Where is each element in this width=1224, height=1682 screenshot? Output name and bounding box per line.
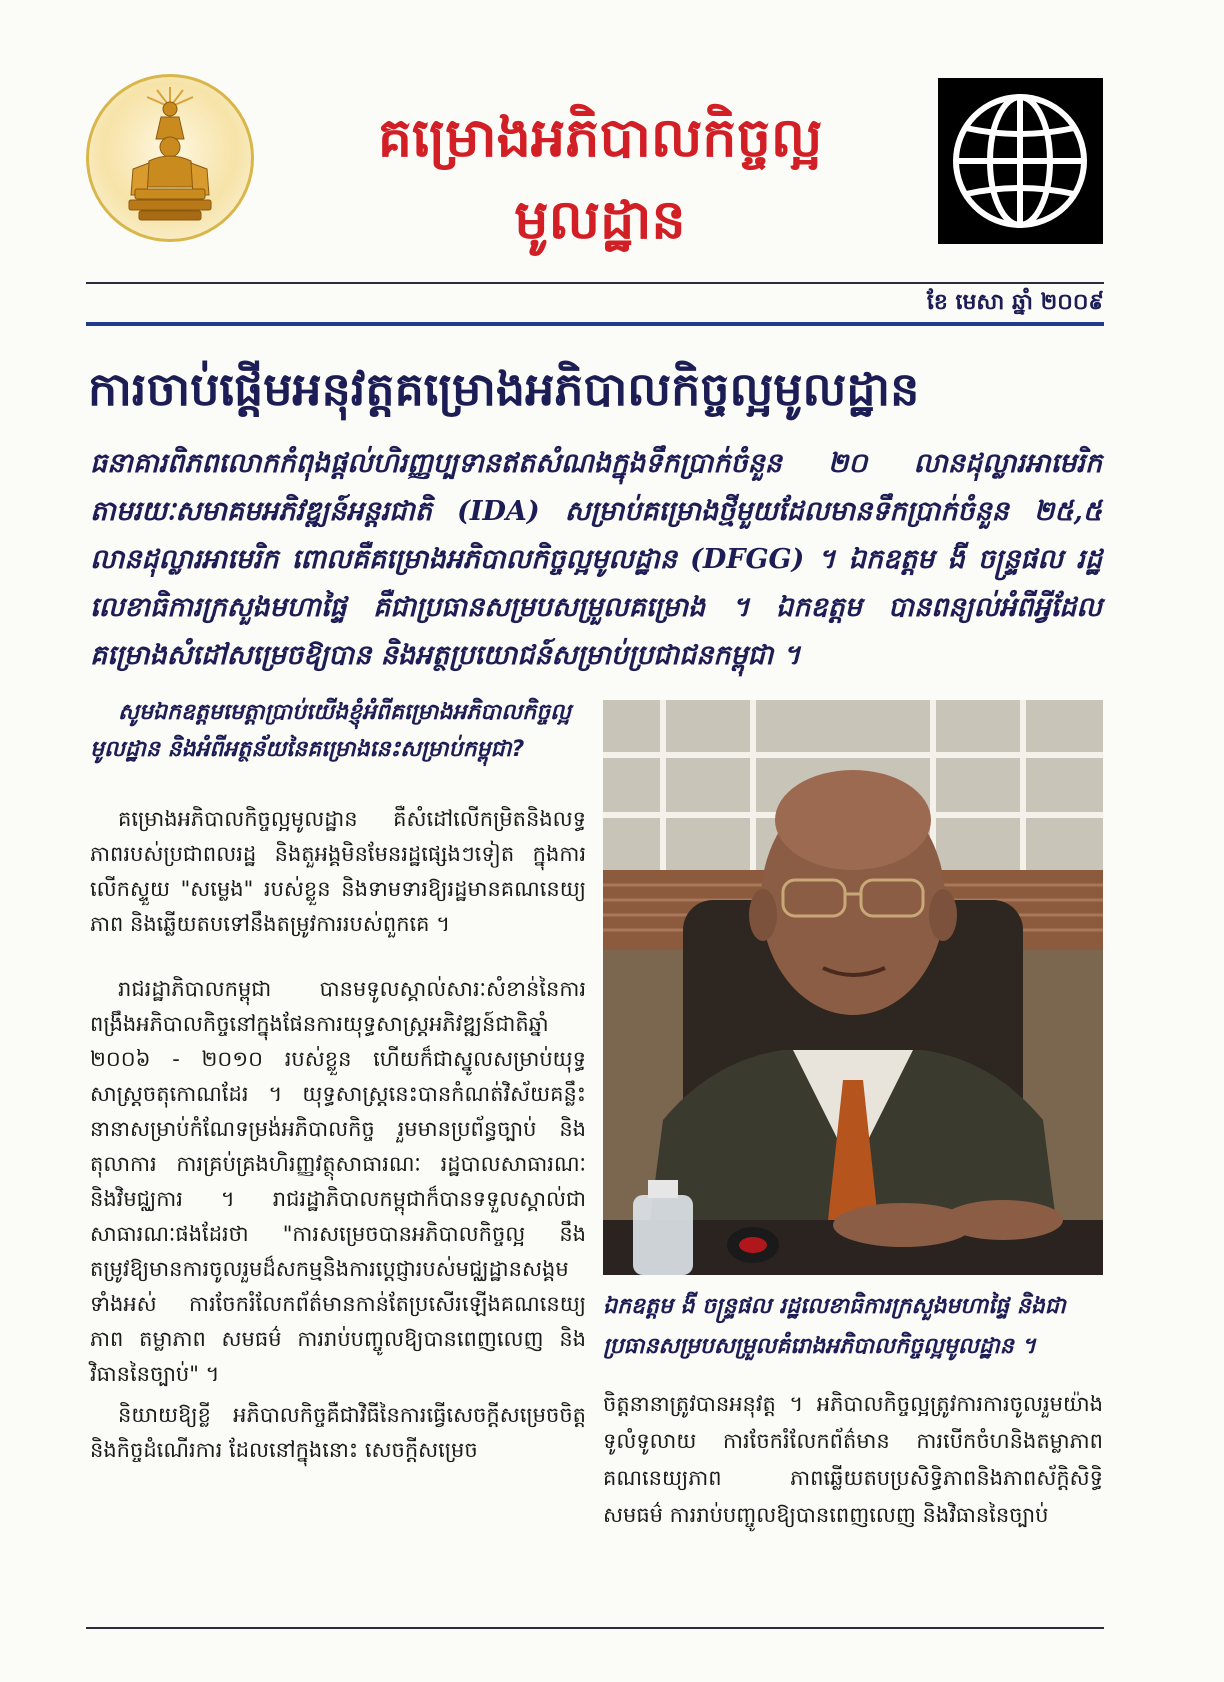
answer-paragraph-3: និយាយឱ្យខ្លី អភិបាលកិច្ចគឺជាវិធីនៃការធ្វើសេចក្តីសម្រេចចិត្ត និងកិច្ចដំណើរការ ដែលនៅក្នុងនោះ សេចក្តីសម្រេច — [90, 1403, 586, 1462]
issue-date: ខែ មេសា ឆ្នាំ ២០០៩ — [926, 290, 1104, 315]
lead-paragraph: ធនាគារពិភពលោកកំពុងផ្តល់ហិរញ្ញប្បទានឥតសំណងក្នុងទឹកប្រាក់ចំនួន ២០ លានដុល្លារអាមេរិក តាមរយៈសមាគមអភិវឌ្ឍន៍អន្តរជាតិ (IDA) សម្រាប់គម្រោងថ្មីមួយដែលមានទឹកប្រាក់ចំនួន ២៥,៥ លានដុល្លារអាមេរិក ពោលគឺគម្រោងអភិបាលកិច្ចល្អមូលដ្ឋាន (DFGG) ។ ឯកឧត្តម ងី ចន្ទ្រផល រដ្ឋលេខាធិការក្រសួងមហាផ្ទៃ គឺជាប្រធានសម្របសម្រួលគម្រោង ។ ឯកឧត្តម បានពន្យល់អំពីអ្វីដែលគម្រោងសំដៅសម្រេចឱ្យបាន និងអត្ថប្រយោជន៍សម្រាប់ប្រជាជនកម្ពុជា ។ — [90, 448, 1102, 671]
royal-government-emblem-icon — [86, 74, 254, 242]
photo-caption: ឯកឧត្តម ងី ចន្ទ្រផល រដ្ឋលេខាធិការក្រសួងមហាផ្ទៃ និងជាប្រធានសម្របសម្រួលគំរោងអភិបាលកិច្ចល្អមូលដ្ឋាន ។ — [603, 1293, 1066, 1359]
footer-rule — [86, 1627, 1104, 1629]
answer-paragraph-2: រាជរដ្ឋាភិបាលកម្ពុជា បានមទូលស្គាល់សារៈសំខាន់នៃការពង្រឹងអភិបាលកិច្ចនៅក្នុងផែនការយុទ្ធសាស្ត្រអភិវឌ្ឍន៍ជាតិឆ្នាំ ២០០៦ - ២០១០ របស់ខ្លួន ហើយក៏ជាស្នូលសម្រាប់យុទ្ធសាស្ត្រចតុកោណដែរ ។ យុទ្ធសាស្ត្រនេះបានកំណត់វិស័យគន្លឹះនានាសម្រាប់កំណែទម្រង់អភិបាលកិច្ច រួមមានប្រព័ន្ធច្បាប់ និងតុលាការ ការគ្រប់គ្រងហិរញ្ញវត្ថុសាធារណៈ រដ្ឋបាលសាធារណៈ និងវិមជ្ឈការ ។ រាជរដ្ឋាភិបាលកម្ពុជាក៏បានទទួលស្គាល់ជាសាធារណៈផងដែរថា "ការសម្រេចបានអភិបាលកិច្ចល្អ នឹងតម្រូវឱ្យមានការចូលរួមដ៏សកម្មនិងការប្តេជ្ញារបស់មជ្ឈដ្ឋានសង្គមទាំងអស់ ការចែករំលែកព័ត៌មានកាន់តែប្រសើរឡើងគណនេយ្យភាព តម្លាភាព សមធម៌ ការរាប់បញ្ចូលឱ្យបានពេញលេញ និងវិធាននៃច្បាប់" ។ — [90, 977, 586, 1386]
article-headline: ការចាប់ផ្តើមអនុវត្តគម្រោងអភិបាលកិច្ចល្អមូលដ្ឋាន — [88, 362, 920, 416]
world-bank-globe-icon — [938, 78, 1103, 244]
answer-paragraph-1: គម្រោងអភិបាលកិច្ចល្អមូលដ្ឋាន គឺសំដៅលើកម្រិតនិងលទ្ធភាពរបស់ប្រជាពលរដ្ឋ និងតួអង្គមិនមែនរដ្ឋផ្សេងៗទៀត ក្នុងការលើកស្ទួយ "សម្លេង" របស់ខ្លួន និងទាមទារឱ្យរដ្ឋមានគណនេយ្យភាព និងឆ្លើយតបទៅនឹងតម្រូវការរបស់ពួកគេ ។ — [90, 807, 586, 936]
project-title-line1: គម្រោងអភិបាលកិច្ចល្អ — [377, 105, 823, 169]
right-column: ចិត្តនានាត្រូវបានអនុវត្ត ។ អភិបាលកិច្ចល្អត្រូវការការចូលរួមយ៉ាងទូលំទូលាយ ការចែករំលែកព័ត៌មាន ការបើកចំហនិងតម្លាភាព គណនេយ្យភាព ភាពឆ្លើយតបប្រសិទ្ធិភាពនិងភាពស័ក្តិសិទ្ធិ សមធម៌ ការរាប់បញ្ចូលឱ្យបានពេញលេញ និងវិធាននៃច្បាប់ — [603, 1392, 1103, 1527]
portrait-photo — [603, 700, 1103, 1275]
header-double-rule — [86, 322, 1104, 332]
left-column — [90, 694, 586, 1498]
project-title-line2: មូលដ្ឋាន — [514, 187, 686, 251]
interview-question: សូមឯកឧត្តមមេត្តាប្រាប់យើងខ្ញុំអំពីគម្រោងអភិបាលកិច្ចល្អមូលដ្ឋាន និងអំពីអត្ថន័យនៃគម្រោងនេះសម្រាប់កម្ពុជា? — [90, 700, 571, 762]
header-rule — [86, 282, 1104, 284]
project-title — [290, 96, 910, 260]
